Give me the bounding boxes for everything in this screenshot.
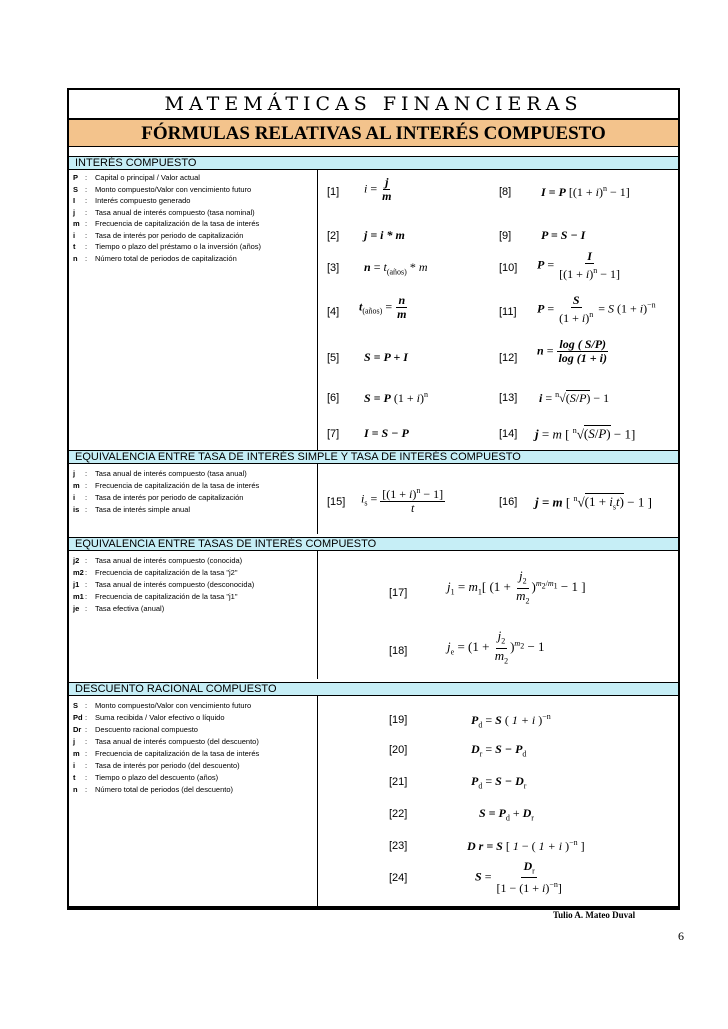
formula-number: [2] bbox=[327, 230, 340, 242]
variable-colon: : bbox=[85, 773, 88, 782]
variable-description: Tasa de interés por periodo (del descuento) bbox=[95, 761, 240, 770]
variable-description: Tiempo o plazo del préstamo o la inversión (años) bbox=[95, 242, 262, 251]
variable-description: Frecuencia de capitalización de la tasa de interés bbox=[95, 481, 260, 490]
variable-symbol: is bbox=[73, 505, 80, 514]
formula-number: [23] bbox=[389, 840, 408, 852]
variable-description: Tasa anual de interés compuesto (tasa nominal) bbox=[95, 207, 255, 217]
variable-description: Número total de periodos (del descuento) bbox=[95, 785, 233, 794]
formula-2: j = i * m bbox=[364, 228, 405, 242]
formula-number: [16] bbox=[499, 496, 518, 508]
variables-list bbox=[73, 555, 317, 615]
variable-symbol: j bbox=[73, 207, 76, 217]
formula-number: [11] bbox=[499, 306, 517, 318]
variable-row bbox=[73, 700, 317, 712]
variable-colon: : bbox=[85, 725, 88, 734]
formula-7: I = S − P bbox=[364, 426, 409, 440]
section-header-interes: INTERÉS COMPUESTO bbox=[69, 156, 678, 170]
title-bar bbox=[69, 90, 678, 120]
formula-6: S = P $(1 + i)^n$ bbox=[364, 390, 428, 405]
variable-colon: : bbox=[85, 701, 88, 710]
variable-colon: : bbox=[85, 196, 88, 205]
section-header-equivalencia-simple: EQUIVALENCIA ENTRE TASA DE INTERÉS SIMPLE Y TASA DE INTERÉS COMPUESTO bbox=[69, 450, 678, 464]
variable-symbol: m bbox=[73, 219, 80, 228]
section-header-descuento: DESCUENTO RACIONAL COMPUESTO bbox=[69, 682, 678, 696]
variable-colon: : bbox=[85, 580, 88, 589]
formula-number: [20] bbox=[389, 744, 408, 756]
variable-colon: : bbox=[85, 173, 88, 182]
variable-symbol: m1 bbox=[73, 592, 84, 601]
variable-description: Tiempo o plazo del descuento (años) bbox=[95, 773, 219, 782]
variable-colon: : bbox=[85, 785, 88, 794]
variable-description: Tasa anual de interés compuesto (conocida) bbox=[95, 556, 243, 565]
variable-row bbox=[73, 241, 317, 253]
formula-number: [21] bbox=[389, 776, 408, 788]
variable-symbol: j bbox=[73, 737, 76, 746]
variable-colon: : bbox=[85, 749, 88, 758]
section-interes bbox=[69, 170, 678, 450]
formula-number: [8] bbox=[499, 186, 512, 198]
variable-colon: : bbox=[85, 568, 88, 577]
formula-5: S = P + I bbox=[364, 350, 408, 364]
formula-14: j = m [ $^n$√(S/P) − 1] bbox=[535, 426, 636, 442]
section-descuento bbox=[69, 696, 678, 906]
author-credit: Tulio A. Mateo Duval bbox=[553, 910, 636, 920]
variable-colon: : bbox=[85, 219, 88, 228]
formula-number: [22] bbox=[389, 808, 408, 820]
variable-colon: : bbox=[85, 556, 88, 565]
formula-20: $D_r = S - P_d$ bbox=[471, 742, 527, 759]
formula-18: $j_e = (1$ + $\frac{j_2}{m_2}$ )$^{m_2}$ − 1 bbox=[447, 628, 545, 666]
formula-4: $t_{(años)}$ = $\frac{n}{m}$ bbox=[359, 293, 407, 321]
variable-description: Capital o principal / Valor actual bbox=[95, 173, 200, 182]
column-divider bbox=[317, 464, 318, 534]
variable-symbol: j2 bbox=[73, 556, 80, 565]
variable-symbol: S bbox=[73, 184, 79, 194]
variable-symbol: i bbox=[73, 230, 76, 240]
formula-3: $n = t_{(años)} * m$ bbox=[364, 260, 428, 277]
variable-row bbox=[73, 748, 317, 760]
formula-15: $i_s$ = $\frac{[(1 + i)^n - 1]}{t}$ bbox=[361, 486, 444, 515]
variable-row bbox=[73, 504, 317, 516]
formula-16: j = m [ $^n√(1 + i_st) - 1$ ] bbox=[535, 494, 652, 512]
subtitle-bar bbox=[69, 120, 678, 147]
formula-11: P = $\frac{S}{(1 + i)^n}$ = S $(1 + i)^{-n}$ bbox=[537, 293, 656, 325]
variable-colon: : bbox=[85, 242, 88, 251]
variable-symbol: m bbox=[73, 481, 80, 490]
variable-symbol: t bbox=[73, 773, 76, 782]
variable-symbol: S bbox=[73, 701, 79, 710]
variable-row bbox=[73, 760, 317, 772]
variable-symbol: Pd bbox=[73, 713, 83, 722]
variable-row bbox=[73, 567, 317, 579]
variable-row bbox=[73, 784, 317, 796]
formula-9: P = S − I bbox=[541, 228, 586, 242]
variable-colon: : bbox=[85, 481, 88, 490]
variable-row bbox=[73, 736, 317, 748]
variable-colon: : bbox=[85, 207, 88, 217]
variable-description: Frecuencia de capitalización de la tasa de interés bbox=[95, 219, 260, 228]
variable-description: Frecuencia de capitalización de la tasa "j1" bbox=[95, 592, 238, 601]
variable-row bbox=[73, 712, 317, 724]
section-equivalencia-simple bbox=[69, 464, 678, 534]
formula-number: [6] bbox=[327, 392, 340, 404]
formula-23: D r = S [ 1 − ( 1 + i )$^{-n}$ ] bbox=[467, 838, 585, 853]
formula-number: [12] bbox=[499, 352, 518, 364]
variable-symbol: j bbox=[73, 469, 76, 478]
variable-symbol: je bbox=[73, 604, 80, 613]
bottom-rule bbox=[69, 906, 678, 908]
variable-row bbox=[73, 480, 317, 492]
variable-description: Tasa de interés por periodo de capitalización bbox=[95, 230, 244, 240]
variable-description: Frecuencia de capitalización de la tasa de interés bbox=[95, 749, 260, 758]
variable-symbol: i bbox=[73, 761, 76, 770]
variable-colon: : bbox=[85, 184, 88, 194]
variable-description: Número total de periodos de capitalización bbox=[95, 253, 237, 263]
formula-10: P = $\frac{I}{[(1 + i)^n - 1]}$ bbox=[537, 249, 620, 281]
variable-symbol: P bbox=[73, 173, 79, 182]
variable-description: Interés compuesto generado bbox=[95, 196, 191, 205]
formula-number: [3] bbox=[327, 262, 340, 274]
variable-symbol: j1 bbox=[73, 580, 80, 589]
formula-number: [19] bbox=[389, 714, 408, 726]
formula-number: [7] bbox=[327, 428, 340, 440]
variable-symbol: m2 bbox=[73, 568, 84, 577]
variable-description: Monto compuesto/Valor con vencimiento futuro bbox=[95, 701, 252, 710]
formula-number: [17] bbox=[389, 587, 408, 599]
variable-description: Tasa anual de interés compuesto (del descuento) bbox=[95, 737, 259, 746]
formula-12: n = $\frac{\log ( S/P)}{\log (1 + i)}$ bbox=[537, 337, 607, 365]
formula-24: S = $\frac{D_r}{[1 - (1 + i)^{-n}]}$ bbox=[475, 859, 562, 896]
variable-description: Descuento racional compuesto bbox=[95, 725, 198, 734]
variable-colon: : bbox=[85, 737, 88, 746]
formula-19: $P_d = S$ ( 1 + i )$^{-n}$ bbox=[471, 712, 551, 730]
variable-symbol: I bbox=[73, 196, 76, 205]
formula-22: $S = P_d + D_r$ bbox=[479, 806, 534, 823]
variable-colon: : bbox=[85, 505, 88, 514]
variable-colon: : bbox=[85, 713, 88, 722]
document-frame bbox=[67, 88, 680, 910]
variable-symbol: m bbox=[73, 749, 80, 758]
formula-8: I = P $[(1 + i)^n - 1]$ bbox=[541, 184, 630, 199]
formula-number: [10] bbox=[499, 262, 518, 274]
variables-list bbox=[73, 468, 317, 516]
page-title: MATEMÁTICAS FINANCIERAS bbox=[164, 93, 583, 115]
variable-description: Frecuencia de capitalización de la tasa "j2" bbox=[95, 568, 238, 577]
formula-13: i = $^n$√(S/P) − 1 bbox=[539, 390, 610, 405]
formula-17: $j_1 = m_1$[ (1 + $\frac{j_2}{m_2}$ )$^{m_2/m_1}$ − 1 ] bbox=[447, 568, 586, 606]
variable-description: Monto compuesto/Valor con vencimiento futuro bbox=[95, 184, 252, 194]
variable-row bbox=[73, 772, 317, 784]
formula-number: [15] bbox=[327, 496, 346, 508]
variable-description: Suma recibida / Valor efectivo o líquido bbox=[95, 713, 225, 722]
variable-row bbox=[73, 492, 317, 504]
variable-symbol: n bbox=[73, 785, 78, 794]
variable-row bbox=[73, 724, 317, 736]
variable-symbol: n bbox=[73, 253, 78, 263]
variable-colon: : bbox=[85, 592, 88, 601]
variable-row bbox=[73, 468, 317, 480]
variable-symbol: i bbox=[73, 493, 76, 502]
page-number: 6 bbox=[678, 929, 684, 943]
variable-symbol: t bbox=[73, 242, 76, 251]
formula-number: [24] bbox=[389, 872, 408, 884]
variable-colon: : bbox=[85, 761, 88, 770]
variable-colon: : bbox=[85, 230, 88, 240]
variable-row bbox=[73, 603, 317, 615]
formula-number: [14] bbox=[499, 428, 518, 440]
column-divider bbox=[317, 696, 318, 906]
formula-number: [18] bbox=[389, 645, 408, 657]
variable-description: Tasa de interés por periodo de capitalización bbox=[95, 493, 244, 502]
formula-21: $P_d = S - D_r$ bbox=[471, 774, 527, 791]
variable-row bbox=[73, 579, 317, 591]
column-divider bbox=[317, 170, 318, 450]
variable-colon: : bbox=[85, 604, 88, 613]
variables-list bbox=[73, 172, 317, 264]
variable-description: Tasa efectiva (anual) bbox=[95, 604, 165, 613]
variable-row bbox=[73, 591, 317, 603]
variable-description: Tasa anual de interés compuesto (desconocida) bbox=[95, 580, 255, 589]
formula-1: i = $\frac{j}{m}$ bbox=[364, 175, 392, 203]
section-header-equivalencia-compuesto: EQUIVALENCIA ENTRE TASAS DE INTERÉS COMPUESTO bbox=[69, 537, 678, 551]
variable-colon: : bbox=[85, 493, 88, 502]
variable-colon: : bbox=[85, 469, 88, 478]
formula-number: [13] bbox=[499, 392, 518, 404]
formula-number: [4] bbox=[327, 306, 340, 318]
variable-row bbox=[73, 218, 317, 230]
variables-list bbox=[73, 700, 317, 796]
column-divider bbox=[317, 551, 318, 679]
variable-row bbox=[73, 195, 317, 207]
formula-number: [1] bbox=[327, 186, 340, 198]
variable-row bbox=[73, 230, 317, 242]
variable-colon: : bbox=[85, 253, 88, 263]
variable-symbol: Dr bbox=[73, 725, 82, 734]
variable-row bbox=[73, 555, 317, 567]
section-equivalencia-compuesto bbox=[69, 551, 678, 679]
variable-row bbox=[73, 184, 317, 196]
variable-row bbox=[73, 207, 317, 219]
variable-description: Tasa de interés simple anual bbox=[95, 505, 191, 514]
formula-number: [5] bbox=[327, 352, 340, 364]
formula-number: [9] bbox=[499, 230, 512, 242]
variable-description: Tasa anual de interés compuesto (tasa anual) bbox=[95, 469, 247, 478]
variable-row bbox=[73, 172, 317, 184]
page-subtitle: FÓRMULAS RELATIVAS AL INTERÉS COMPUESTO bbox=[141, 123, 606, 144]
variable-row bbox=[73, 253, 317, 265]
